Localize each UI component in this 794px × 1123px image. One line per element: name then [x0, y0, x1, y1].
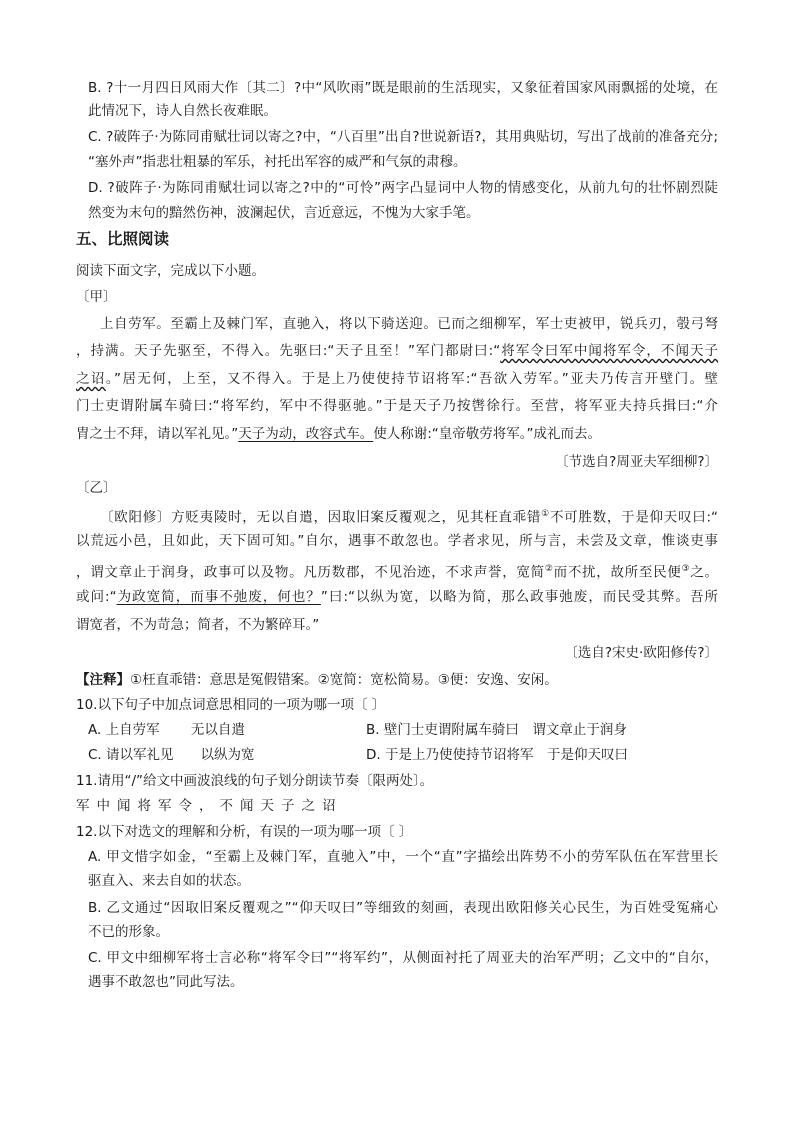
passage-jia-source: 〔节选自?周亚夫军细柳?〕 [555, 454, 718, 470]
passage-jia-line2: ，持满。天子先驱至，不得入。先驱曰:“天子且至！”军门都尉曰:“将军令曰军中闻将军令，不闻天子 [76, 343, 719, 359]
notes: 【注释】①枉直乖错：意思是冤假错案。②宽简：宽松简易。③便：安逸、安闲。 [76, 672, 558, 688]
question-11-stem: 11.请用“/”给文中画波浪线的句子划分朗读节奏〔限两处〕。 [76, 773, 434, 789]
underlined-sentence-jia: 天子为动，改容式车。 [238, 426, 374, 442]
passage-jia-label: 〔甲〕 [76, 289, 117, 305]
passage-jia-line1: 上自劳军。至霸上及棘门军，直驰入，将以下骑送迎。已而之细柳军，军士吏被甲，锐兵刃，彀弓弩 [100, 316, 718, 332]
passage-yi-label: 〔乙〕 [76, 480, 117, 496]
passage-jia-line5: 胄之士不拜，请以军礼见。”天子为动，改容式车。使人称谢:“皇帝敬劳将军。”成礼而去。 [76, 426, 602, 442]
question-10-option-b[interactable]: B. 壁门士吏谓附属车骑曰 谓文章止于润身 [366, 722, 627, 738]
question-12-option-c-line2[interactable]: 遇事不敢忽也”同此写法。 [88, 974, 244, 990]
passage-jia-line3: 之诏。”居无何，上至，又不得入。于是上乃使使持节诏将军:“吾欲入劳军。”亚夫乃传言开壁门。壁 [76, 371, 719, 387]
prev-option-b-line1: B. ?十一月四日风雨大作〔其二〕?中“风吹雨”既是眼前的生活现实，又象征着国家风雨飘摇的处境，在 [88, 80, 718, 96]
passage-yi-line5: 谓宽者，不为苛急；简者，不为繁碎耳。” [76, 617, 320, 633]
section-title: 五、比照阅读 [76, 230, 170, 248]
question-10-option-d[interactable]: D. 于是上乃使使持节诏将军 于是仰天叹曰 [366, 747, 628, 763]
prev-option-d-line1: D. ?破阵子·为陈同甫赋壮词以寄之?中的“可怜”两字凸显词中人物的情感变化，从前九句的壮怀剧烈陡 [88, 180, 718, 196]
passage-yi-source: 〔选自?宋史·欧阳修传?〕 [564, 645, 718, 661]
prev-option-c-line2: “塞外声”指悲壮粗暴的军乐，衬托出军容的威严和气氛的肃穆。 [88, 154, 467, 170]
footnote-marker-1: ① [541, 509, 550, 519]
wavy-underlined-sentence-part1: 将军令曰军中闻将军令，不闻天子 [500, 343, 719, 359]
prev-option-d-line2: 然变为末句的黯然伤神，波澜起伏，言近意远，不愧为大家手笔。 [88, 205, 480, 221]
prev-option-c-line1: C. ?破阵子·为陈同甫赋壮词以寄之?中，“八百里”出自?世说新语?，其用典贴切，写出了战前的准备充分; [88, 129, 718, 145]
question-12-option-b-line1[interactable]: B. 乙文通过“因取旧案反覆观之”“仰天叹曰”等细致的刻画，表现出欧阳修关心民生，为百姓受冤痛心 [88, 900, 718, 916]
question-12-option-a-line2[interactable]: 驱直入、来去自如的状态。 [88, 873, 250, 889]
underlined-sentence-yi: 为政宽简，而事不弛废，何也？ [116, 589, 321, 605]
prev-option-b-line2: 此情况下，诗人自然长夜难眠。 [88, 103, 277, 119]
passage-yi-line3: ，谓文章止于润身，政事可以及物。凡历数郡，不见治迹，不求声誉，宽简②而不扰，故所至民便③之。 [76, 564, 719, 581]
passage-yi-line2: 以荒远小邑，且如此，天下固可知。”自尔，遇事不敢忽也。学者求见，所与言，未尝及文章，惟谈吏事 [76, 533, 718, 549]
question-12-option-c-line1[interactable]: C. 甲文中细柳军将士言必称“将军令曰”“将军约”，从侧面衬托了周亚夫的治军严明；乙文中的“自尔， [88, 950, 718, 966]
question-12-stem: 12.以下对选文的理解和分析，有误的一项为哪一项〔 〕 [76, 824, 413, 840]
passage-yi-line1: 〔欧阳修〕方贬夷陵时，无以自遣，因取旧案反覆观之，见其枉直乖错①不可胜数，于是仰天叹曰:“ [100, 509, 719, 526]
notes-label: 【注释】 [76, 672, 130, 688]
wavy-underlined-sentence-part2: 之诏 [76, 371, 106, 387]
footnote-marker-3: ③ [681, 564, 691, 574]
passage-yi-line4: 或问:“为政宽简，而事不弛废，何也？”曰:“以纵为宽，以略为简，那么政事弛废，而民受其弊。吾所 [76, 589, 718, 605]
section-instruction: 阅读下面文字，完成以下小题。 [76, 263, 265, 279]
question-11-sentence[interactable]: 军中闻将军令，不闻天子之诏 [76, 798, 343, 814]
question-10-option-a[interactable]: A. 上自劳军 无以自遣 [88, 722, 245, 738]
question-12-option-a-line1[interactable]: A. 甲文惜字如金，“至霸上及棘门军，直驰入”中，一个“直”字描绘出阵势不小的劳军队伍在军营里长 [88, 849, 718, 865]
question-10-option-c[interactable]: C. 请以军礼见 以纵为宽 [88, 747, 255, 763]
passage-jia-line4: 门士吏谓附属车骑曰:“将军约，军中不得驱驰。”于是天子乃按辔徐行。至营，将军亚夫持兵揖曰:“介 [76, 398, 718, 414]
question-12-option-b-line2[interactable]: 不已的形象。 [88, 924, 169, 940]
question-10-stem: 10.以下句子中加点词意思相同的一项为哪一项〔 〕 [76, 697, 386, 713]
footnote-marker-2: ② [544, 564, 554, 574]
